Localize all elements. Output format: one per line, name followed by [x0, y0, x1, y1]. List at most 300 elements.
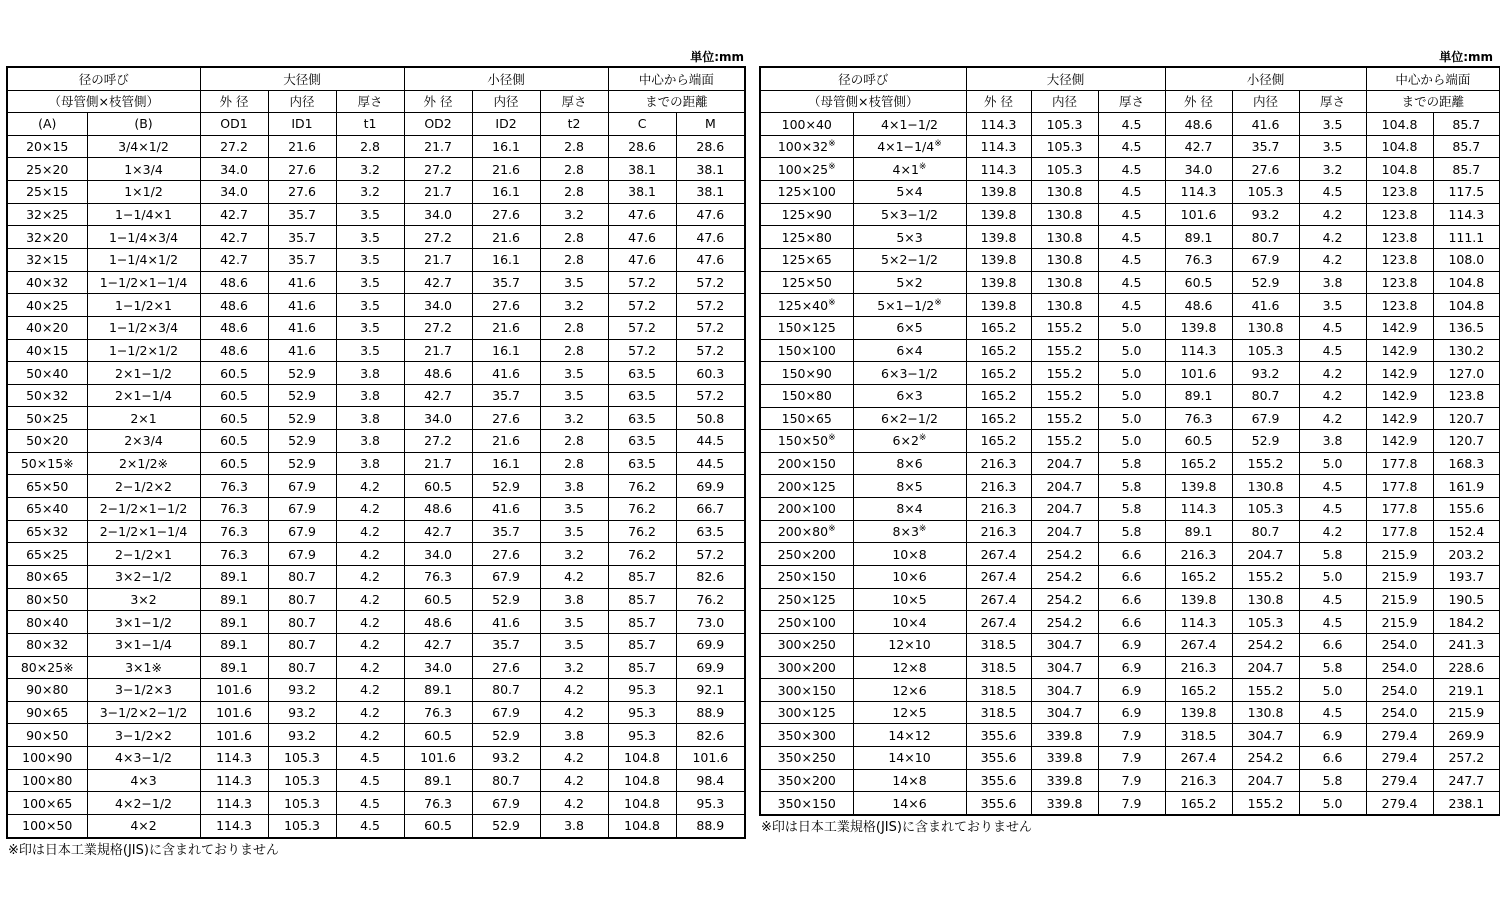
cell-id1: 105.3 [268, 769, 336, 792]
cell-od1: 139.8 [966, 226, 1031, 249]
cell-id2: 27.6 [1232, 158, 1299, 181]
cell-id2: 105.3 [1232, 498, 1299, 521]
table-row [760, 679, 1500, 702]
cell-t1: 6.6 [1098, 543, 1165, 566]
cell-t1: 4.5 [1098, 249, 1165, 272]
cell-b: 8×3※ [853, 520, 966, 543]
jis-exclusion-mark: ※ [918, 161, 927, 172]
cell-od1: 89.1 [200, 611, 268, 634]
cell-od1: 318.5 [966, 633, 1031, 656]
cell-od1: 101.6 [200, 724, 268, 747]
cell-od1: 114.3 [966, 158, 1031, 181]
cell-b: 5×2−1/2 [853, 249, 966, 272]
cell-c: 104.8 [608, 769, 676, 792]
cell-od1: 267.4 [966, 611, 1031, 634]
cell-c: 215.9 [1366, 611, 1433, 634]
cell-od2: 76.3 [404, 701, 472, 724]
cell-id1: 105.3 [1031, 113, 1098, 136]
cell-a: 125×50 [760, 271, 853, 294]
cell-t1: 4.2 [336, 656, 404, 679]
cell-c: 104.8 [1366, 135, 1433, 158]
cell-od1: 76.3 [200, 475, 268, 498]
cell-a: 50×40 [7, 362, 87, 385]
cell-c: 177.8 [1366, 475, 1433, 498]
cell-id1: 130.8 [1031, 271, 1098, 294]
cell-b: 4×1−1/2 [853, 113, 966, 136]
cell-id2: 41.6 [472, 498, 540, 521]
cell-t1: 3.2 [336, 181, 404, 204]
sym-id2: ID2 [472, 113, 540, 136]
cell-id1: 35.7 [268, 226, 336, 249]
cell-od1: 60.5 [200, 452, 268, 475]
cell-m: 28.6 [676, 135, 745, 158]
cell-c: 95.3 [608, 701, 676, 724]
cell-c: 177.8 [1366, 520, 1433, 543]
cell-id2: 67.9 [472, 792, 540, 815]
cell-c: 104.8 [608, 792, 676, 815]
cell-od1: 216.3 [966, 475, 1031, 498]
cell-id2: 21.6 [472, 430, 540, 453]
cell-od2: 114.3 [1165, 181, 1232, 204]
cell-od1: 165.2 [966, 316, 1031, 339]
cell-t1: 4.2 [336, 724, 404, 747]
cell-od1: 48.6 [200, 294, 268, 317]
cell-b: 12×10 [853, 633, 966, 656]
cell-m: 108.0 [1433, 249, 1500, 272]
cell-od1: 216.3 [966, 520, 1031, 543]
cell-id2: 130.8 [1232, 475, 1299, 498]
cell-b: 2−1/2×1−1/2 [87, 498, 200, 521]
cell-t1: 3.5 [336, 226, 404, 249]
cell-b: 1−1/2×1/2 [87, 339, 200, 362]
cell-t1: 5.8 [1098, 520, 1165, 543]
cell-m: 82.6 [676, 565, 745, 588]
cell-b: 5×1−1/2※ [853, 294, 966, 317]
cell-od1: 355.6 [966, 747, 1031, 770]
cell-id2: 16.1 [472, 248, 540, 271]
cell-a: 200×80※ [760, 520, 853, 543]
table-row [760, 271, 1500, 294]
cell-b: 6×4 [853, 339, 966, 362]
cell-id1: 80.7 [268, 656, 336, 679]
cell-a: 125×40※ [760, 294, 853, 317]
cell-a: 200×125 [760, 475, 853, 498]
cell-id1: 67.9 [268, 498, 336, 521]
cell-od1: 114.3 [200, 815, 268, 838]
table-row [7, 181, 745, 204]
cell-id2: 21.6 [472, 158, 540, 181]
cell-od1: 76.3 [200, 520, 268, 543]
cell-t2: 6.9 [1299, 724, 1366, 747]
cell-od2: 21.7 [404, 181, 472, 204]
cell-a: 65×25 [7, 543, 87, 566]
cell-od1: 318.5 [966, 656, 1031, 679]
table-row [7, 430, 745, 453]
sym-a: (A) [7, 113, 87, 136]
cell-m: 269.9 [1433, 724, 1500, 747]
table-row [7, 452, 745, 475]
sym-m: M [676, 113, 745, 136]
cell-id2: 130.8 [1232, 701, 1299, 724]
cell-od1: 27.2 [200, 135, 268, 158]
cell-a: 40×32 [7, 271, 87, 294]
cell-c: 254.0 [1366, 679, 1433, 702]
right-spec-panel [759, 48, 1493, 840]
t2-header: 厚さ [540, 90, 608, 113]
cell-od2: 89.1 [404, 679, 472, 702]
table-row [7, 792, 745, 815]
cell-a: 90×80 [7, 679, 87, 702]
table-row [7, 543, 745, 566]
cell-od2: 60.5 [404, 588, 472, 611]
table-row [7, 248, 745, 271]
cell-t2: 3.5 [540, 611, 608, 634]
cell-c: 254.0 [1366, 701, 1433, 724]
cell-id2: 204.7 [1232, 769, 1299, 792]
cell-m: 88.9 [676, 701, 745, 724]
cell-m: 95.3 [676, 792, 745, 815]
table-row [760, 430, 1500, 453]
cell-a: 350×250 [760, 747, 853, 770]
cell-a: 25×20 [7, 158, 87, 181]
cell-a: 40×20 [7, 316, 87, 339]
id2-header: 内径 [472, 90, 540, 113]
cell-b: 6×2※ [853, 430, 966, 453]
cell-b: 14×8 [853, 769, 966, 792]
table-row [7, 316, 745, 339]
table-row [7, 565, 745, 588]
cell-m: 76.2 [676, 588, 745, 611]
jis-exclusion-mark: ※ [918, 433, 927, 444]
cell-od1: 76.3 [200, 498, 268, 521]
cell-a: 350×150 [760, 792, 853, 815]
cell-b: 14×6 [853, 792, 966, 815]
cell-c: 123.8 [1366, 294, 1433, 317]
cell-b: 2−1/2×1 [87, 543, 200, 566]
cell-od2: 48.6 [1165, 113, 1232, 136]
cell-od2: 165.2 [1165, 566, 1232, 589]
cell-od1: 60.5 [200, 430, 268, 453]
cell-od2: 165.2 [1165, 792, 1232, 815]
left-table-body [7, 135, 745, 837]
cell-od2: 21.7 [404, 452, 472, 475]
cell-t1: 4.2 [336, 611, 404, 634]
cell-id2: 35.7 [472, 520, 540, 543]
right-table-body [760, 113, 1500, 815]
cell-id2: 41.6 [1232, 113, 1299, 136]
cell-c: 85.7 [608, 588, 676, 611]
cell-m: 50.8 [676, 407, 745, 430]
cell-t2: 2.8 [540, 135, 608, 158]
cell-a: 200×100 [760, 498, 853, 521]
cell-id2: 16.1 [472, 339, 540, 362]
cell-od2: 34.0 [1165, 158, 1232, 181]
cell-t1: 5.8 [1098, 475, 1165, 498]
cell-t1: 4.5 [336, 769, 404, 792]
cell-t2: 3.5 [540, 271, 608, 294]
cell-c: 279.4 [1366, 724, 1433, 747]
cell-c: 85.7 [608, 565, 676, 588]
cell-od1: 48.6 [200, 339, 268, 362]
cell-id1: 105.3 [268, 792, 336, 815]
cell-t2: 3.8 [540, 475, 608, 498]
table-row [760, 498, 1500, 521]
cell-od2: 21.7 [404, 248, 472, 271]
cell-id2: 80.7 [472, 679, 540, 702]
od2-header: 外 径 [1165, 90, 1232, 113]
cell-t2: 5.0 [1299, 792, 1366, 815]
cell-m: 114.3 [1433, 203, 1500, 226]
id1-header: 内径 [1031, 90, 1098, 113]
cell-id2: 27.6 [472, 407, 540, 430]
cell-b: 2×1 [87, 407, 200, 430]
cell-od2: 60.5 [404, 815, 472, 838]
cell-m: 69.9 [676, 475, 745, 498]
cell-c: 215.9 [1366, 566, 1433, 589]
table-row [760, 701, 1500, 724]
cell-od2: 89.1 [1165, 520, 1232, 543]
cell-t1: 6.9 [1098, 679, 1165, 702]
cell-id2: 16.1 [472, 135, 540, 158]
cell-id2: 105.3 [1232, 339, 1299, 362]
cell-od2: 139.8 [1165, 588, 1232, 611]
table-row [7, 724, 745, 747]
cell-c: 76.2 [608, 543, 676, 566]
table-row [7, 475, 745, 498]
cell-od2: 114.3 [1165, 339, 1232, 362]
table-row [760, 339, 1500, 362]
table-row [7, 679, 745, 702]
cell-t1: 4.2 [336, 498, 404, 521]
cell-a: 80×40 [7, 611, 87, 634]
cell-c: 38.1 [608, 158, 676, 181]
cell-od2: 60.5 [404, 724, 472, 747]
unit-label: 単位:mm [1439, 50, 1493, 64]
cell-id1: 339.8 [1031, 747, 1098, 770]
cell-t2: 3.8 [1299, 271, 1366, 294]
cell-t2: 4.2 [1299, 520, 1366, 543]
cell-od1: 165.2 [966, 384, 1031, 407]
cell-c: 123.8 [1366, 249, 1433, 272]
cell-id2: 52.9 [472, 475, 540, 498]
cell-c: 57.2 [608, 271, 676, 294]
cell-m: 136.5 [1433, 316, 1500, 339]
cell-od2: 89.1 [1165, 226, 1232, 249]
cell-a: 65×40 [7, 498, 87, 521]
center-distance-subheader: までの距離 [1366, 90, 1500, 113]
cell-id2: 93.2 [472, 747, 540, 770]
cell-id1: 304.7 [1031, 679, 1098, 702]
nominal-subheader: （母管側×枝管側） [760, 90, 966, 113]
table-row [7, 769, 745, 792]
cell-b: 5×3−1/2 [853, 203, 966, 226]
cell-a: 32×25 [7, 203, 87, 226]
cell-b: 12×5 [853, 701, 966, 724]
cell-id1: 52.9 [268, 452, 336, 475]
cell-t2: 3.5 [1299, 135, 1366, 158]
cell-c: 76.2 [608, 498, 676, 521]
table-row [760, 543, 1500, 566]
table-row [760, 203, 1500, 226]
cell-b: 2×3/4 [87, 430, 200, 453]
cell-a: 350×200 [760, 769, 853, 792]
cell-t2: 4.5 [1299, 701, 1366, 724]
cell-id1: 27.6 [268, 181, 336, 204]
cell-id2: 93.2 [1232, 203, 1299, 226]
cell-t2: 3.2 [1299, 158, 1366, 181]
sym-id1: ID1 [268, 113, 336, 136]
cell-t2: 4.2 [540, 747, 608, 770]
cell-od1: 101.6 [200, 679, 268, 702]
cell-t1: 4.5 [1098, 181, 1165, 204]
cell-m: 228.6 [1433, 656, 1500, 679]
table-row [7, 701, 745, 724]
table-row [7, 294, 745, 317]
cell-id2: 52.9 [472, 815, 540, 838]
cell-id1: 52.9 [268, 430, 336, 453]
cell-od1: 267.4 [966, 543, 1031, 566]
cell-t1: 4.5 [1098, 135, 1165, 158]
cell-t1: 4.5 [336, 792, 404, 815]
cell-m: 44.5 [676, 430, 745, 453]
cell-t1: 7.9 [1098, 724, 1165, 747]
cell-m: 219.1 [1433, 679, 1500, 702]
jis-exclusion-mark: ※ [828, 138, 836, 149]
cell-od2: 48.6 [404, 362, 472, 385]
cell-t1: 4.2 [336, 543, 404, 566]
cell-od1: 318.5 [966, 701, 1031, 724]
cell-c: 38.1 [608, 181, 676, 204]
cell-id2: 52.9 [472, 724, 540, 747]
cell-c: 142.9 [1366, 339, 1433, 362]
cell-m: 155.6 [1433, 498, 1500, 521]
cell-t1: 5.0 [1098, 339, 1165, 362]
cell-a: 300×125 [760, 701, 853, 724]
cell-od2: 101.6 [1165, 203, 1232, 226]
cell-id1: 130.8 [1031, 181, 1098, 204]
cell-b: 4×3 [87, 769, 200, 792]
cell-b: 8×5 [853, 475, 966, 498]
cell-od1: 42.7 [200, 226, 268, 249]
cell-m: 241.3 [1433, 633, 1500, 656]
cell-t2: 4.5 [1299, 339, 1366, 362]
cell-m: 60.3 [676, 362, 745, 385]
table-row [760, 407, 1500, 430]
sym-od1: OD1 [200, 113, 268, 136]
cell-b: 2×1−1/4 [87, 384, 200, 407]
cell-a: 125×65 [760, 249, 853, 272]
table-row [760, 362, 1500, 385]
cell-b: 8×6 [853, 452, 966, 475]
cell-od2: 42.7 [404, 520, 472, 543]
cell-id2: 80.7 [1232, 226, 1299, 249]
cell-c: 63.5 [608, 452, 676, 475]
cell-t1: 6.6 [1098, 588, 1165, 611]
cell-t2: 3.8 [540, 815, 608, 838]
cell-id1: 339.8 [1031, 792, 1098, 815]
cell-t2: 3.8 [540, 724, 608, 747]
cell-m: 57.2 [676, 271, 745, 294]
cell-m: 63.5 [676, 520, 745, 543]
cell-b: 2×1−1/2 [87, 362, 200, 385]
cell-od1: 139.8 [966, 249, 1031, 272]
cell-od1: 42.7 [200, 203, 268, 226]
table-row [760, 158, 1500, 181]
cell-c: 47.6 [608, 203, 676, 226]
cell-od2: 139.8 [1165, 701, 1232, 724]
table-row [760, 135, 1500, 158]
cell-a: 350×300 [760, 724, 853, 747]
cell-t1: 4.2 [336, 588, 404, 611]
cell-id2: 80.7 [1232, 520, 1299, 543]
cell-id2: 35.7 [472, 633, 540, 656]
cell-c: 57.2 [608, 316, 676, 339]
cell-od1: 89.1 [200, 588, 268, 611]
cell-t1: 5.8 [1098, 498, 1165, 521]
cell-id2: 254.2 [1232, 633, 1299, 656]
cell-od2: 101.6 [1165, 362, 1232, 385]
cell-a: 250×150 [760, 566, 853, 589]
cell-b: 5×2 [853, 271, 966, 294]
cell-od2: 34.0 [404, 656, 472, 679]
cell-t2: 4.2 [1299, 203, 1366, 226]
cell-c: 85.7 [608, 611, 676, 634]
cell-t1: 4.2 [336, 565, 404, 588]
cell-od2: 139.8 [1165, 475, 1232, 498]
table-row [7, 339, 745, 362]
cell-b: 1−1/2×1−1/4 [87, 271, 200, 294]
cell-b: 5×3 [853, 226, 966, 249]
cell-id1: 105.3 [1031, 158, 1098, 181]
jis-note: ※印は日本工業規格(JIS)に含まれておりません [761, 820, 1032, 835]
table-row [7, 158, 745, 181]
cell-c: 142.9 [1366, 407, 1433, 430]
cell-id1: 204.7 [1031, 520, 1098, 543]
cell-a: 100×25※ [760, 158, 853, 181]
cell-m: 127.0 [1433, 362, 1500, 385]
cell-m: 120.7 [1433, 430, 1500, 453]
table-row [760, 113, 1500, 136]
cell-t1: 4.2 [336, 475, 404, 498]
cell-t1: 3.5 [336, 248, 404, 271]
cell-t1: 4.5 [1098, 271, 1165, 294]
cell-od1: 355.6 [966, 792, 1031, 815]
cell-t1: 6.9 [1098, 633, 1165, 656]
cell-od2: 139.8 [1165, 316, 1232, 339]
cell-t2: 4.2 [1299, 226, 1366, 249]
cell-id1: 254.2 [1031, 566, 1098, 589]
cell-b: 1−1/4×1 [87, 203, 200, 226]
cell-id2: 27.6 [472, 294, 540, 317]
cell-id1: 105.3 [268, 815, 336, 838]
cell-t2: 2.8 [540, 226, 608, 249]
cell-od1: 34.0 [200, 181, 268, 204]
cell-t1: 4.2 [336, 633, 404, 656]
cell-id2: 16.1 [472, 181, 540, 204]
cell-m: 215.9 [1433, 701, 1500, 724]
cell-t1: 4.5 [336, 747, 404, 770]
cell-m: 57.2 [676, 543, 745, 566]
cell-od1: 216.3 [966, 498, 1031, 521]
t1-header: 厚さ [1098, 90, 1165, 113]
cell-b: 3/4×1/2 [87, 135, 200, 158]
cell-id1: 35.7 [268, 203, 336, 226]
cell-id2: 27.6 [472, 656, 540, 679]
cell-od2: 48.6 [404, 498, 472, 521]
cell-c: 142.9 [1366, 430, 1433, 453]
cell-id1: 105.3 [1031, 135, 1098, 158]
cell-c: 177.8 [1366, 452, 1433, 475]
